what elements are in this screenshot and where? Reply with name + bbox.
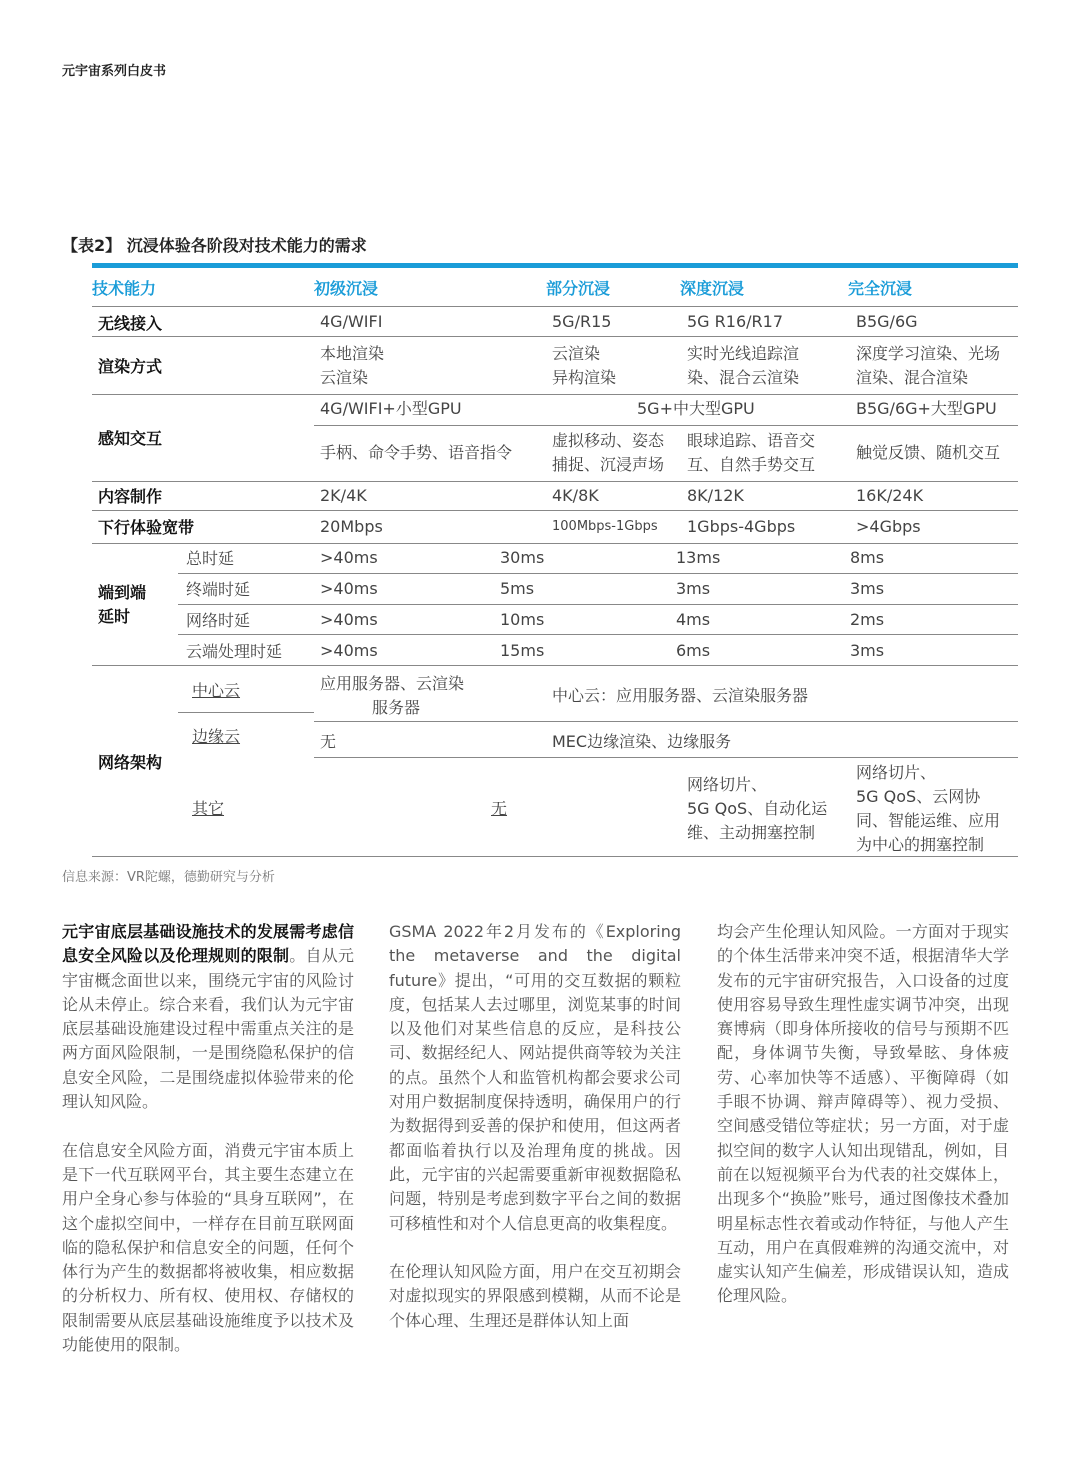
row-divider	[92, 856, 1018, 857]
table-cell: 维、主动拥塞控制	[687, 823, 816, 842]
table-cell: 4ms	[676, 610, 711, 629]
table-cell: 无	[320, 732, 337, 751]
table-cell: >40ms	[320, 548, 378, 567]
row-label-content: 内容制作	[98, 487, 163, 506]
table-cell: 3ms	[850, 579, 885, 598]
row-label-perception: 感知交互	[98, 429, 163, 448]
table-cell: 5G QoS、云网协	[856, 787, 981, 806]
table-cell: 服务器	[372, 698, 421, 717]
network-sub-label-central: 中心云	[192, 681, 241, 700]
table-cell: 染、混合云渲染	[687, 368, 800, 387]
row-divider	[92, 510, 1018, 511]
row-label-latency: 端到端	[98, 583, 147, 602]
table-cell: 捕捉、沉浸声场	[552, 455, 665, 474]
table-cell: 16K/24K	[856, 486, 924, 505]
paragraph	[62, 920, 354, 1114]
table-cell: 眼球追踪、语音交	[687, 431, 816, 450]
table-cell: 20Mbps	[320, 517, 383, 536]
table-cell: 渲染、混合渲染	[856, 368, 969, 387]
table-cell: 4K/8K	[552, 486, 599, 505]
table-cell: >40ms	[320, 579, 378, 598]
latency-sub-label: 总时延	[186, 549, 235, 568]
paragraph: 在伦理认知风险方面，用户在交互初期会对虚拟现实的界限感到模糊，从而不论是个体心理、生理还是群体认知上面	[389, 1262, 681, 1330]
row-divider	[92, 481, 1018, 482]
table-cell: 异构渲染	[552, 368, 617, 387]
row-divider	[314, 757, 1018, 758]
row-divider	[178, 634, 1018, 635]
table-cell: 5G QoS、自动化运	[687, 799, 828, 818]
requirements-table	[92, 270, 1018, 858]
row-divider	[92, 543, 1018, 544]
table-cell: B5G/6G+大型GPU	[856, 399, 997, 418]
table-cell: 30ms	[500, 548, 545, 567]
table-cell: 5G+中大型GPU	[637, 399, 755, 418]
paragraph-text: 。自从元宇宙概念面世以来，围绕元宇宙的风险讨论从未停止。综合来看，我们认为元宇宙底层基础设施建设过程中需重点关注的是两方面风险限制，一是围绕隐私保护的信息安全风险，二是围绕虚拟体验带来的伦理认知风险。	[62, 946, 354, 1112]
row-divider	[178, 573, 1018, 574]
table-cell: MEC边缘渲染、边缘服务	[552, 732, 732, 751]
table-cell: 本地渲染	[320, 344, 385, 363]
body-column-3	[717, 920, 1009, 1333]
row-divider	[178, 712, 314, 713]
table-cell: 5ms	[500, 579, 535, 598]
table-cell: >40ms	[320, 610, 378, 629]
paragraph: 均会产生伦理认知风险。一方面对于现实的个体生活带来冲突不适，根据清华大学发布的元宇宙研究报告，入口设备的过度使用容易导致生理性虚实调节冲突，出现赛博病（即身体所接收的信号与预期不匹配，身体调节失衡，导致晕眩、身体疲劳、心率加快等不适感）、平衡障碍（如手眼不协调、辩声障碍等）、视力受损、空间感受错位等症状；另一方面，对于虚拟空间的数字人认知出现错乱，例如，目前在以短视频平台为代表的社交媒体上，出现多个“换脸”账号，通过图像技术叠加明星标志性衣着或动作特征，与他人产生互动，用户在真假难辨的沟通交流中，对虚实认知产生偏差，形成错误认知，造成伦理风险。	[717, 922, 1009, 1306]
table-cell: 触觉反馈、随机交互	[856, 443, 1001, 462]
table-cell: 3ms	[850, 641, 885, 660]
column-header-basic: 初级沉浸	[314, 279, 379, 298]
table-cell: 深度学习渲染、光场	[856, 344, 1001, 363]
column-header-partial: 部分沉浸	[546, 279, 611, 298]
row-divider	[178, 604, 1018, 605]
latency-sub-label: 网络时延	[186, 611, 251, 630]
table-cell: 虚拟移动、姿态	[552, 431, 665, 450]
table-cell: 为中心的拥塞控制	[856, 835, 985, 854]
latency-sub-label: 云端处理时延	[186, 642, 283, 661]
network-sub-label-other: 其它	[192, 799, 225, 818]
table-cell: >4Gbps	[856, 517, 921, 536]
table-cell: 网络切片、	[687, 775, 768, 794]
table-cell: 8ms	[850, 548, 885, 567]
table-cell: 互、自然手势交互	[687, 455, 816, 474]
column-header-capability: 技术能力	[92, 279, 157, 298]
row-divider	[314, 425, 1018, 426]
table-cell: 网络切片、	[856, 763, 937, 782]
table-cell: >40ms	[320, 641, 378, 660]
table-cell: 13ms	[676, 548, 721, 567]
source-note: 信息来源：VR陀螺，德勤研究与分析	[62, 870, 275, 885]
table-cell: 应用服务器、云渲染	[320, 674, 465, 693]
table-cell: 3ms	[676, 579, 711, 598]
table-top-rule	[92, 263, 1018, 268]
table-cell: 10ms	[500, 610, 545, 629]
table-cell: 同、智能运维、应用	[856, 811, 1001, 830]
table-cell: 4G/WIFI	[320, 312, 383, 331]
table-cell: 100Mbps-1Gbps	[552, 519, 658, 534]
table-cell: 手柄、命令手势、语音指令	[320, 443, 513, 462]
table-cell: 2ms	[850, 610, 885, 629]
row-divider	[92, 306, 1018, 307]
table-cell: 实时光线追踪渲	[687, 344, 800, 363]
table-cell: 5G R16/R17	[687, 312, 784, 331]
row-label-network: 网络架构	[98, 753, 163, 772]
table-cell: 中心云：应用服务器、云渲染服务器	[552, 686, 809, 705]
table-cell: 4G/WIFI+小型GPU	[320, 399, 462, 418]
body-column-1	[62, 920, 354, 1382]
column-header-deep: 深度沉浸	[680, 279, 745, 298]
latency-sub-label: 终端时延	[186, 580, 251, 599]
paragraph: GSMA 2022年2月发布的《Exploring the metaverse and the digital future》提出，“可用的交互数据的颗粒度，包括某人去过哪里，浏览某事的时间以及他们对某些信息的反应，是科技公司、数据经纪人、网站提供商等较为关注的点。虽然个人和监管机构都会要求公司对用户数据制度保持透明，确保用户的行为数据得到妥善的保护和使用，但这两者都面临着执行以及治理角度的挑战。因此，元宇宙的兴起需要重新审视数据隐私问题，特别是考虑到数字平台之间的数据可移植性和对个人信息更高的收集程度。	[389, 922, 681, 1233]
row-label-latency: 延时	[98, 607, 131, 626]
table-cell: B5G/6G	[856, 312, 918, 331]
table-cell: 1Gbps-4Gbps	[687, 517, 796, 536]
table-cell: 2K/4K	[320, 486, 367, 505]
row-divider	[92, 336, 1018, 337]
row-label-wireless: 无线接入	[98, 314, 163, 333]
table-title: 【表2】 沉浸体验各阶段对技术能力的需求	[62, 236, 367, 255]
row-divider	[92, 665, 1018, 666]
column-header-full: 完全沉浸	[848, 279, 913, 298]
table-cell: 15ms	[500, 641, 545, 660]
body-column-2	[389, 920, 681, 1357]
lead-heading: 元宇宙底层基础设施技术的发展需考虑信息安全风险以及伦理规则的限制	[62, 922, 354, 966]
table-cell: 云渲染	[552, 344, 601, 363]
row-label-bandwidth: 下行体验宽带	[98, 518, 195, 537]
table-cell: 5G/R15	[552, 312, 612, 331]
table-cell: 云渲染	[320, 368, 369, 387]
row-label-render: 渲染方式	[98, 357, 163, 376]
table-cell: 8K/12K	[687, 486, 744, 505]
paragraph: 在信息安全风险方面，消费元宇宙本质上是下一代互联网平台，其主要生态建立在用户全身心参与体验的“具身互联网”，在这个虚拟空间中，一样存在目前互联网面临的隐私保护和信息安全的问题，任何个体行为产生的数据都将被收集，相应数据的分析权力、所有权、使用权、存储权的限制需要从底层基础设施维度予以技术及功能使用的限制。	[62, 1140, 354, 1355]
network-sub-label-edge: 边缘云	[192, 727, 241, 746]
document-series-title: 元宇宙系列白皮书	[62, 64, 167, 79]
table-cell: 6ms	[676, 641, 711, 660]
table-cell: 无	[491, 799, 508, 818]
row-divider	[92, 394, 1018, 395]
row-divider	[314, 721, 1018, 722]
